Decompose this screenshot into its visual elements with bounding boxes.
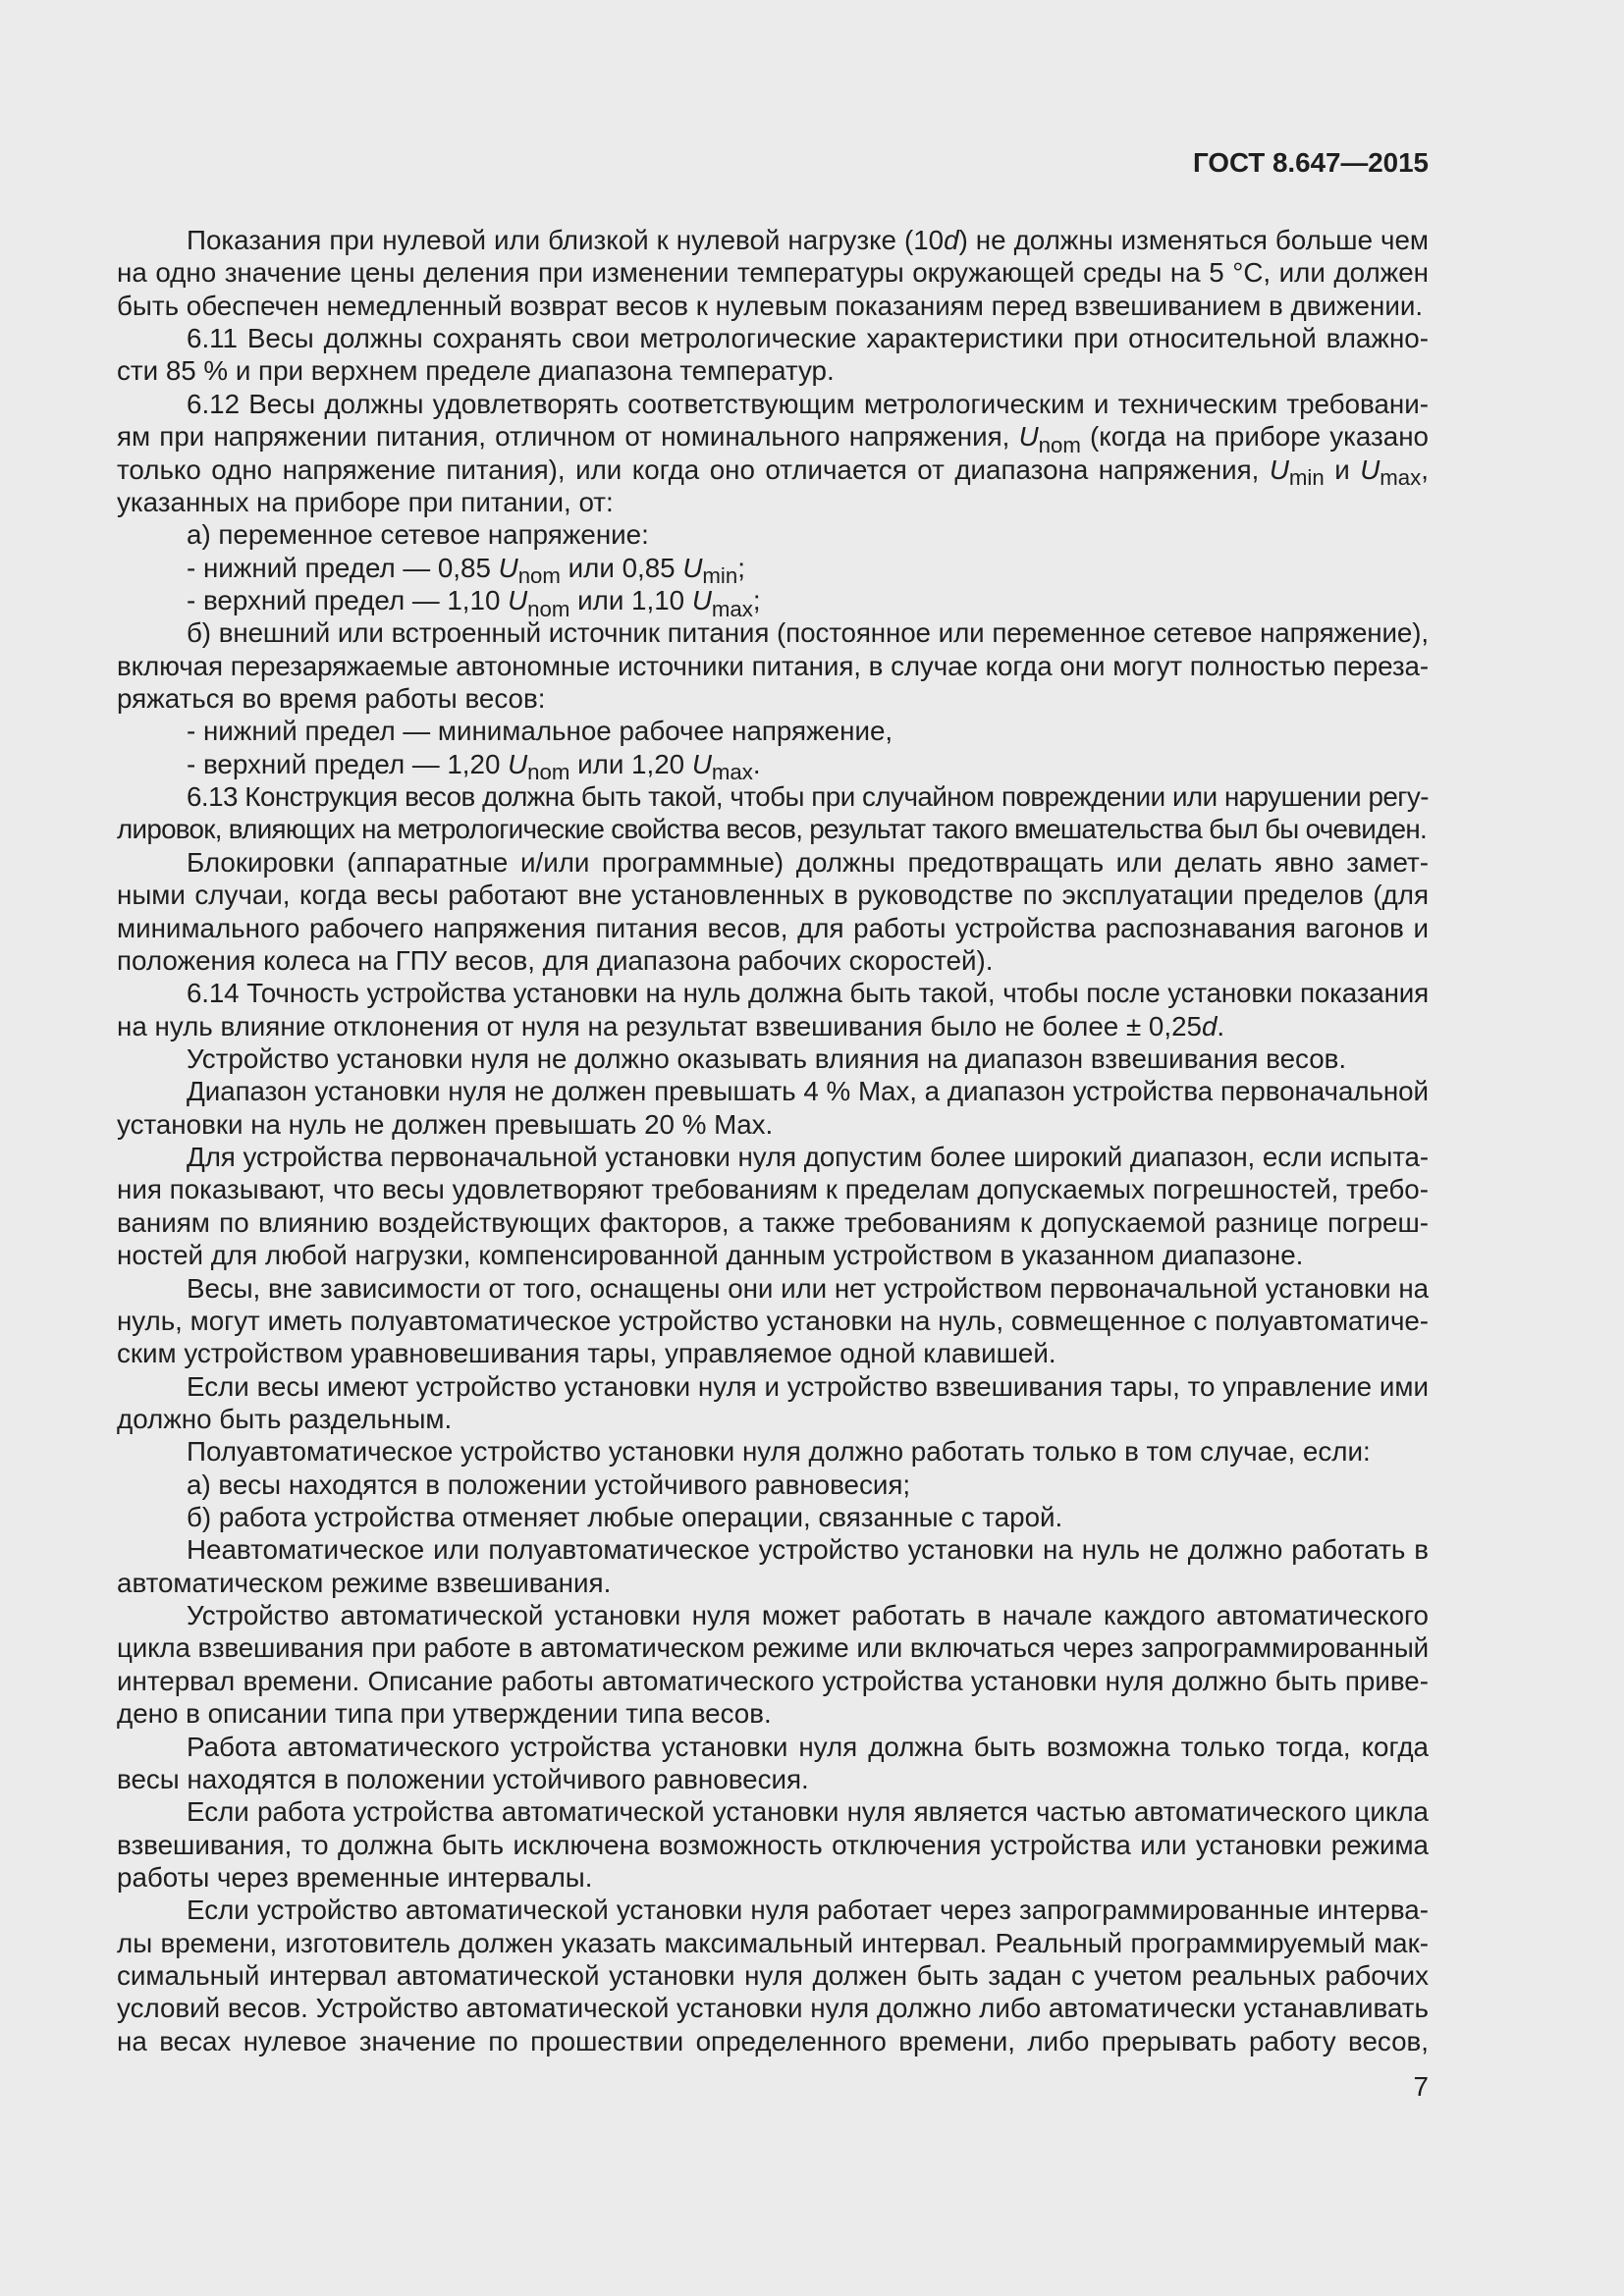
- variable-symbol: U: [1269, 454, 1289, 485]
- text-line-content: [187, 584, 761, 621]
- text-line: [117, 748, 1429, 785]
- text-line-content: на весах нулевое значение по прошествии определенного времени, либо прерывать работу весов,: [117, 2025, 1429, 2056]
- text-segment: или 0,85: [560, 552, 683, 583]
- text-line: [117, 256, 1429, 289]
- text-line-content: Устройство автоматической установки нуля может работать в начале каждого автоматического: [187, 1600, 1429, 1631]
- text-line-content: быть обеспечен немедленный возврат весов к нулевым показаниям перед взвешиванием в движении.: [117, 290, 1424, 321]
- text-line-content: 6.13 Конструкция весов должна быть такой, чтобы при случайном повреждении или нарушении регу-: [187, 781, 1429, 813]
- text-segment: - нижний предел — 0,85: [187, 552, 499, 583]
- subscript: nom: [527, 596, 570, 621]
- variable-symbol: U: [508, 748, 528, 779]
- variable-symbol: U: [508, 584, 528, 615]
- text-segment: или 1,10: [569, 584, 692, 615]
- text-line-content: 6.11 Весы должны сохранять свои метрологические характеристики при относительной влажно-: [187, 323, 1429, 354]
- body-text: [117, 224, 1429, 2057]
- variable-symbol: U: [682, 552, 703, 583]
- text-line-content: должно быть раздельным.: [117, 1403, 453, 1434]
- text-segment: ) не должны изменяться больше чем: [958, 225, 1430, 255]
- variable-symbol: U: [691, 748, 712, 779]
- text-line: [117, 486, 1429, 518]
- text-line-content: Диапазон установки нуля не должен превышать 4 % Max, а диапазон устройства первоначальной: [187, 1076, 1429, 1107]
- text-line: [117, 1141, 1429, 1173]
- text-line-content: [187, 748, 761, 785]
- variable-symbol: d: [944, 225, 959, 255]
- text-segment: - верхний предел — 1,20: [187, 748, 509, 779]
- text-line-content: а) весы находятся в положении устойчивого равновесия;: [187, 1468, 911, 1500]
- text-line-content: установки на нуль не должен превышать 20 % Max.: [117, 1108, 774, 1140]
- text-segment: только одно напряжение питания), или когда оно отличается от диапазона напряжения,: [117, 454, 1270, 485]
- text-line: [117, 1370, 1429, 1403]
- text-line: [117, 290, 1429, 322]
- text-line-content: ностей для любой нагрузки, компенсированной данным устройством в указанном диапазоне.: [117, 1240, 1304, 1271]
- subscript: max: [1380, 465, 1422, 491]
- text-line: [117, 1337, 1429, 1369]
- text-line-content: условий весов. Устройство автоматической установки нуля должно либо автоматически устанавливать: [117, 1993, 1429, 2024]
- text-line: [117, 1501, 1429, 1533]
- text-line-content: указанных на приборе при питании, от:: [117, 486, 614, 517]
- text-line: [117, 1435, 1429, 1468]
- document-designation: ГОСТ 8.647—2015: [1192, 147, 1429, 178]
- text-line: [117, 715, 1429, 747]
- text-line-content: [187, 225, 1429, 255]
- text-line-content: автоматическом режиме взвешивания.: [117, 1567, 612, 1598]
- text-line: [117, 879, 1429, 911]
- text-segment: .: [1217, 1010, 1225, 1041]
- variable-symbol: U: [1360, 454, 1380, 485]
- text-line: [117, 1959, 1429, 1992]
- subscript: max: [711, 760, 753, 785]
- text-line-content: 6.12 Весы должны удовлетворять соответствующим метрологическим и техническим требовани-: [187, 388, 1429, 419]
- text-line: [117, 224, 1429, 256]
- text-line-content: дено в описании типа при утверждении типа весов.: [117, 1698, 772, 1730]
- text-segment: ям при напряжении питания, отличном от номинального напряжения,: [117, 421, 1019, 453]
- text-line: [117, 1239, 1429, 1271]
- text-segment: ;: [752, 584, 761, 615]
- text-line: [117, 1894, 1429, 1926]
- text-line: [117, 2025, 1429, 2057]
- text-line: [117, 1206, 1429, 1239]
- text-line: [117, 1992, 1429, 2024]
- subscript: max: [711, 596, 753, 621]
- variable-symbol: U: [498, 552, 518, 583]
- text-line-content: Неавтоматическое или полуавтоматическое устройство установки на нуль не должно работать в: [187, 1534, 1429, 1566]
- text-line-content: [117, 421, 1429, 457]
- text-line-content: ваниям по влиянию воздействующих факторов, а также требованиям к допускаемой разнице погреш-: [117, 1206, 1429, 1238]
- text-line-content: ским устройством уравновешивания тары, управляемое одной клавишей.: [117, 1338, 1056, 1369]
- text-line: [117, 912, 1429, 944]
- text-segment: ;: [737, 552, 745, 583]
- text-line: [117, 1861, 1429, 1894]
- text-line: [117, 1533, 1429, 1566]
- text-segment: - верхний предел — 1,10: [187, 584, 509, 615]
- text-line: [117, 977, 1429, 1009]
- subscript: min: [702, 563, 738, 589]
- text-line: [117, 1403, 1429, 1435]
- text-line: [117, 1173, 1429, 1205]
- text-line-content: Полуавтоматическое устройство установки нуля должно работать только в том случае, если:: [187, 1436, 1371, 1468]
- text-line-content: симальный интервал автоматической установки нуля должен быть задан с учетом реальных рабочих: [117, 1960, 1429, 1992]
- subscript: nom: [527, 760, 570, 785]
- text-line: [117, 1599, 1429, 1631]
- text-line-content: весы находятся в положении устойчивого равновесия.: [117, 1763, 809, 1794]
- text-line: [117, 322, 1429, 354]
- text-line: [117, 552, 1429, 589]
- text-line: [117, 1567, 1429, 1599]
- text-line: [117, 944, 1429, 977]
- text-line-content: на одно значение цены деления при изменении температуры окружающей среды на 5 °С, или должен: [117, 257, 1429, 289]
- text-line-content: б) работа устройства отменяет любые операции, связанные с тарой.: [187, 1502, 1063, 1533]
- text-line: [117, 454, 1429, 491]
- text-line: [117, 1763, 1429, 1795]
- text-line-content: Если работа устройства автоматической установки нуля является частью автоматического цикла: [187, 1796, 1429, 1828]
- text-line: [117, 1795, 1429, 1828]
- text-segment: ,: [1421, 454, 1429, 485]
- text-line-content: лы времени, изготовитель должен указать максимальный интервал. Реальный программируемый мак-: [117, 1927, 1429, 1958]
- text-line: [117, 354, 1429, 387]
- text-line: [117, 616, 1429, 649]
- text-line: [117, 1010, 1429, 1042]
- text-line: [117, 420, 1429, 457]
- text-line-content: взвешивания, то должна быть исключена возможность отключения устройства или установки режима: [117, 1829, 1429, 1860]
- text-segment: (когда на приборе указано: [1080, 421, 1429, 453]
- text-line: [117, 1829, 1429, 1861]
- text-line-content: а) переменное сетевое напряжение:: [187, 519, 649, 551]
- text-line: [117, 1697, 1429, 1730]
- text-line-content: - нижний предел — минимальное рабочее напряжение,: [187, 716, 893, 747]
- text-line: [117, 1272, 1429, 1305]
- text-line-content: 6.14 Точность устройства установки на нуль должна быть такой, чтобы после установки показания: [187, 978, 1429, 1009]
- text-line-content: Для устройства первоначальной установки нуля допустим более широкий диапазон, если испыта-: [187, 1142, 1429, 1173]
- text-line-content: работы через временные интервалы.: [117, 1861, 593, 1893]
- text-line-content: б) внешний или встроенный источник питания (постоянное или переменное сетевое напряжение),: [187, 617, 1429, 649]
- text-line-content: сти 85 % и при верхнем пределе диапазона температур.: [117, 355, 835, 387]
- text-line: [117, 682, 1429, 715]
- text-line-content: лировок, влияющих на метрологические свойства весов, результат такого вмешательства был бы очевиден.: [117, 814, 1427, 845]
- text-line-content: ными случаи, когда весы работают вне установленных в руководстве по эксплуатации пределов (для: [117, 880, 1429, 911]
- subscript: nom: [517, 563, 561, 589]
- subscript: nom: [1038, 432, 1081, 457]
- text-line: [117, 1731, 1429, 1763]
- text-line: [117, 1631, 1429, 1664]
- text-segment: на нуль влияние отклонения от нуля на результат взвешивания было не более ± 0,25: [117, 1010, 1202, 1041]
- text-line-content: ряжаться во время работы весов:: [117, 683, 546, 715]
- text-line: [117, 1927, 1429, 1959]
- variable-symbol: U: [1018, 421, 1039, 453]
- text-line: [117, 846, 1429, 879]
- text-line-content: [117, 1011, 1224, 1041]
- text-line: [117, 1042, 1429, 1075]
- text-line: [117, 1665, 1429, 1697]
- text-segment: Показания при нулевой или близкой к нулевой нагрузке (10: [187, 225, 945, 255]
- variable-symbol: U: [691, 584, 712, 615]
- text-line-content: Если весы имеют устройство установки нуля и устройство взвешивания тары, то управление ими: [187, 1370, 1429, 1402]
- variable-symbol: d: [1201, 1010, 1218, 1041]
- text-line: [117, 813, 1429, 845]
- text-line: [117, 1305, 1429, 1337]
- text-line-content: [187, 552, 745, 589]
- text-segment: или 1,20: [569, 748, 692, 779]
- text-line: [117, 780, 1429, 813]
- text-line: [117, 388, 1429, 420]
- text-line-content: цикла взвешивания при работе в автоматическом режиме или включаться через запрограммированный: [117, 1632, 1429, 1664]
- subscript: min: [1288, 465, 1325, 491]
- text-line: [117, 1468, 1429, 1501]
- text-line: [117, 518, 1429, 551]
- text-line: [117, 650, 1429, 682]
- text-line-content: Если устройство автоматической установки нуля работает через запрограммированные интерва-: [187, 1895, 1429, 1926]
- text-line-content: минимального рабочего напряжения питания весов, для работы устройства распознавания вагонов и: [117, 912, 1429, 943]
- text-line: [117, 1075, 1429, 1107]
- text-line-content: включая перезаряжаемые автономные источники питания, в случае когда они могут полностью переза-: [117, 650, 1429, 681]
- text-segment: .: [752, 748, 761, 779]
- page-number: 7: [1413, 2071, 1429, 2102]
- text-line-content: нуль, могут иметь полуавтоматическое устройство установки на нуль, совмещенное с полуавтоматиче-: [117, 1305, 1429, 1336]
- text-line: [117, 584, 1429, 621]
- text-line-content: Работа автоматического устройства установки нуля должна быть возможна только тогда, когда: [187, 1731, 1429, 1762]
- text-line-content: [117, 454, 1429, 491]
- text-line-content: ния показывают, что весы удовлетворяют требованиям к пределам допускаемых погрешностей, требо-: [117, 1174, 1429, 1205]
- text-line-content: интервал времени. Описание работы автоматического устройства установки нуля должно быть приве-: [117, 1665, 1429, 1696]
- text-line: [117, 1108, 1429, 1141]
- text-line-content: Устройство установки нуля не должно оказывать влияния на диапазон взвешивания весов.: [187, 1042, 1347, 1074]
- text-line-content: положения колеса на ГПУ весов, для диапазона рабочих скоростей).: [117, 944, 994, 976]
- text-line-content: Блокировки (аппаратные и/или программные) должны предотвращать или делать явно замет-: [187, 846, 1429, 878]
- text-line-content: Весы, вне зависимости от того, оснащены они или нет устройством первоначальной установки на: [187, 1272, 1429, 1304]
- text-segment: и: [1324, 454, 1361, 485]
